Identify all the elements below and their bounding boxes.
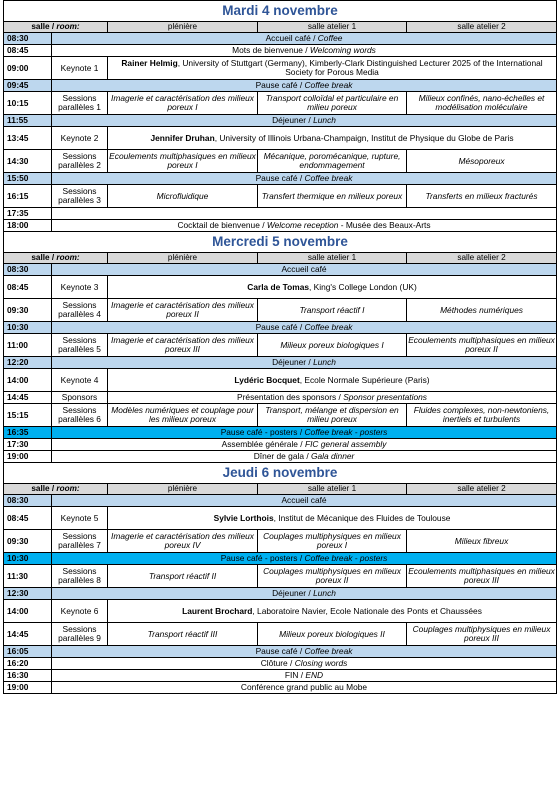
schedule-row bbox=[4, 682, 557, 694]
schedule-row bbox=[4, 80, 557, 92]
event-cell bbox=[52, 322, 557, 334]
session-topic: Couplages multiphysiques en milieux poreux I bbox=[258, 530, 407, 553]
speaker-name: Rainer Helmig bbox=[121, 58, 178, 69]
session-topic: Transport réactif II bbox=[108, 565, 258, 588]
schedule-row bbox=[4, 299, 557, 322]
session-topic: Transport colloïdal et particulaire en milieu poreux bbox=[258, 92, 407, 115]
event-title: Accueil café bbox=[281, 264, 327, 275]
session-topic: Milieux poreux biologiques I bbox=[258, 334, 407, 357]
event-title-en: Lunch bbox=[313, 588, 336, 599]
schedule-row bbox=[4, 670, 557, 682]
sessions-label: Sessions parallèles 7 bbox=[52, 530, 108, 553]
sponsors-cell bbox=[108, 392, 557, 404]
session-topic: Transferts en milieux fracturés bbox=[407, 185, 557, 208]
event-cell bbox=[52, 427, 557, 439]
session-topic: Couplages multiphysiques en milieux poreux III bbox=[407, 623, 557, 646]
time-cell: 08:45 bbox=[4, 507, 52, 530]
empty-slot bbox=[52, 208, 557, 220]
event-cell bbox=[52, 451, 557, 463]
schedule-row bbox=[4, 322, 557, 334]
session-topic: Ecoulements multiphasiques en milieux poreux I bbox=[108, 150, 258, 173]
room-header-row bbox=[4, 22, 557, 33]
schedule-row bbox=[4, 276, 557, 299]
keynote-speaker bbox=[108, 600, 557, 623]
sessions-label: Sessions parallèles 8 bbox=[52, 565, 108, 588]
sessions-label: Sessions parallèles 5 bbox=[52, 334, 108, 357]
slash: / bbox=[297, 427, 305, 438]
room-label-en: room: bbox=[56, 252, 80, 262]
event-title-en: Welcome reception bbox=[266, 220, 339, 231]
event-title: Déjeuner bbox=[272, 588, 307, 599]
column-pleniere: plénière bbox=[108, 253, 258, 264]
event-title-en: Coffee break bbox=[304, 322, 353, 333]
event-title: Accueil café bbox=[281, 495, 327, 506]
keynote-speaker bbox=[108, 369, 557, 392]
time-cell: 14:30 bbox=[4, 150, 52, 173]
room-label bbox=[4, 484, 108, 495]
schedule-row bbox=[4, 439, 557, 451]
time-cell: 16:15 bbox=[4, 185, 52, 208]
slash: / bbox=[306, 588, 314, 599]
time-cell: 16:35 bbox=[4, 427, 52, 439]
slash: / bbox=[297, 553, 305, 564]
day-title: Mardi 4 novembre bbox=[4, 1, 557, 22]
speaker-name: Lydéric Bocquet bbox=[234, 374, 300, 385]
session-topic: Milieux poreux biologiques II bbox=[258, 623, 407, 646]
schedule-row bbox=[4, 173, 557, 185]
speaker-name: Carla de Tomas bbox=[247, 281, 310, 292]
slash: / bbox=[304, 451, 311, 462]
schedule-row bbox=[4, 565, 557, 588]
time-cell: 15:15 bbox=[4, 404, 52, 427]
session-topic: Imagerie et caractérisation des milieux poreux I bbox=[108, 92, 258, 115]
event-title: Pause café bbox=[255, 646, 298, 657]
sessions-label: Sessions parallèles 4 bbox=[52, 299, 108, 322]
column-atelier-1: salle atelier 1 bbox=[258, 22, 407, 33]
session-topic: Imagerie et caractérisation des milieux poreux II bbox=[108, 299, 258, 322]
session-topic: Transport réactif III bbox=[108, 623, 258, 646]
session-topic: Méthodes numériques bbox=[407, 299, 557, 322]
schedule-row bbox=[4, 127, 557, 150]
time-cell: 14:45 bbox=[4, 623, 52, 646]
room-label-en: room: bbox=[56, 21, 80, 31]
event-title: FIN bbox=[284, 670, 299, 681]
time-cell: 17:35 bbox=[4, 208, 52, 220]
time-cell: 14:00 bbox=[4, 600, 52, 623]
event-title: Déjeuner bbox=[272, 357, 307, 368]
event-title-en: Coffee break bbox=[304, 173, 353, 184]
keynote-speaker bbox=[108, 57, 557, 80]
keynote-label: Keynote 5 bbox=[52, 507, 108, 530]
column-atelier-2: salle atelier 2 bbox=[407, 484, 557, 495]
event-title-en: Lunch bbox=[313, 357, 336, 368]
speaker-affiliation: , University of Stuttgart (Germany), Kimberly-Clark Distinguished Lecturer 2025 of the International Society for Porous Media bbox=[177, 58, 543, 77]
schedule-row bbox=[4, 220, 557, 232]
day-title-row bbox=[4, 1, 557, 22]
day-title: Jeudi 6 novembre bbox=[4, 463, 557, 484]
event-title-en: Lunch bbox=[313, 115, 336, 126]
event-title: Pause café - posters bbox=[220, 553, 298, 564]
column-atelier-2: salle atelier 2 bbox=[407, 253, 557, 264]
session-topic: Transport réactif I bbox=[258, 299, 407, 322]
session-topic: Imagerie et caractérisation des milieux poreux IV bbox=[108, 530, 258, 553]
sessions-label: Sessions parallèles 3 bbox=[52, 185, 108, 208]
slash: / bbox=[49, 21, 57, 31]
schedule-row bbox=[4, 588, 557, 600]
session-topic: Ecoulements multiphasiques en milieux poreux II bbox=[407, 334, 557, 357]
keynote-label: Keynote 1 bbox=[52, 57, 108, 80]
time-cell: 08:45 bbox=[4, 45, 52, 57]
column-atelier-1: salle atelier 1 bbox=[258, 484, 407, 495]
slash: / bbox=[297, 322, 305, 333]
schedule-row bbox=[4, 623, 557, 646]
room-label-en: room: bbox=[56, 483, 80, 493]
session-topic: Mécanique, poromécanique, rupture, endommagement bbox=[258, 150, 407, 173]
schedule-row bbox=[4, 495, 557, 507]
speaker-affiliation: , Laboratoire Navier, Ecole Nationale des Ponts et Chaussées bbox=[252, 605, 482, 616]
session-topic: Transport, mélange et dispersion en milieu poreux bbox=[258, 404, 407, 427]
time-cell: 19:00 bbox=[4, 682, 52, 694]
keynote-speaker bbox=[108, 276, 557, 299]
event-title-en: Sponsor presentations bbox=[343, 392, 427, 403]
time-cell: 09:30 bbox=[4, 299, 52, 322]
session-topic: Transfert thermique en milieux poreux bbox=[258, 185, 407, 208]
event-title-en: END bbox=[305, 670, 324, 681]
room-header-row bbox=[4, 253, 557, 264]
slash: / bbox=[297, 646, 305, 657]
event-title: Clôture bbox=[260, 658, 288, 669]
keynote-label: Keynote 4 bbox=[52, 369, 108, 392]
keynote-speaker bbox=[108, 507, 557, 530]
schedule-row bbox=[4, 185, 557, 208]
column-atelier-1: salle atelier 1 bbox=[258, 253, 407, 264]
sessions-label: Sessions parallèles 6 bbox=[52, 404, 108, 427]
event-cell bbox=[52, 439, 557, 451]
event-title-en: Coffee break bbox=[304, 80, 353, 91]
event-title-en: FIC general assembly bbox=[304, 439, 387, 450]
time-cell: 14:45 bbox=[4, 392, 52, 404]
schedule-row bbox=[4, 208, 557, 220]
time-cell: 16:20 bbox=[4, 658, 52, 670]
event-cell bbox=[52, 115, 557, 127]
time-cell: 10:30 bbox=[4, 322, 52, 334]
time-cell: 18:00 bbox=[4, 220, 52, 232]
schedule-row bbox=[4, 57, 557, 80]
event-cell bbox=[52, 658, 557, 670]
session-topic: Milieux fibreux bbox=[407, 530, 557, 553]
time-cell: 13:45 bbox=[4, 127, 52, 150]
schedule-row bbox=[4, 45, 557, 57]
time-cell: 11:55 bbox=[4, 115, 52, 127]
event-cell bbox=[52, 220, 557, 232]
slash: / bbox=[297, 439, 305, 450]
time-cell: 16:30 bbox=[4, 670, 52, 682]
sponsors-label: Sponsors bbox=[52, 392, 108, 404]
event-cell bbox=[52, 670, 557, 682]
session-topic: Fluides complexes, non-newtoniens, inertiels et turbulents bbox=[407, 404, 557, 427]
event-cell bbox=[52, 553, 557, 565]
room-label bbox=[4, 22, 108, 33]
schedule-row bbox=[4, 600, 557, 623]
session-topic: Milieux confinés, nano-échelles et modélisation moléculaire bbox=[407, 92, 557, 115]
time-cell: 14:00 bbox=[4, 369, 52, 392]
slash: / bbox=[306, 357, 314, 368]
schedule-row bbox=[4, 404, 557, 427]
time-cell: 08:45 bbox=[4, 276, 52, 299]
event-title: Dîner de gala bbox=[253, 451, 305, 462]
slash: / bbox=[297, 173, 305, 184]
time-cell: 16:05 bbox=[4, 646, 52, 658]
time-cell: 11:30 bbox=[4, 565, 52, 588]
time-cell: 11:00 bbox=[4, 334, 52, 357]
event-title: Assemblée générale bbox=[221, 439, 298, 450]
schedule-row bbox=[4, 357, 557, 369]
event-cell bbox=[52, 45, 557, 57]
time-cell: 08:30 bbox=[4, 495, 52, 507]
slash: / bbox=[306, 115, 314, 126]
event-title: Conférence grand public au Mobe bbox=[240, 682, 368, 693]
slash: / bbox=[49, 483, 57, 493]
event-cell bbox=[52, 357, 557, 369]
schedule-row bbox=[4, 507, 557, 530]
event-title-en: Coffee break bbox=[304, 646, 353, 657]
column-atelier-2: salle atelier 2 bbox=[407, 22, 557, 33]
day-title: Mercredi 5 novembre bbox=[4, 232, 557, 253]
event-title-en: Coffee break - posters bbox=[304, 427, 388, 438]
event-cell bbox=[52, 33, 557, 45]
salle-label: salle bbox=[31, 252, 50, 262]
event-title: Pause café bbox=[255, 322, 298, 333]
event-title: Accueil café bbox=[265, 33, 311, 44]
slash: / bbox=[336, 392, 344, 403]
time-cell: 15:50 bbox=[4, 173, 52, 185]
event-title-en: Closing words bbox=[294, 658, 348, 669]
schedule-row bbox=[4, 451, 557, 463]
room-header-row bbox=[4, 484, 557, 495]
schedule-row bbox=[4, 150, 557, 173]
day-title-row bbox=[4, 463, 557, 484]
schedule-row bbox=[4, 392, 557, 404]
event-title-en: Coffee bbox=[317, 33, 343, 44]
sessions-label: Sessions parallèles 2 bbox=[52, 150, 108, 173]
speaker-affiliation: , Institut de Mécanique des Fluides de Toulouse bbox=[273, 512, 451, 523]
salle-label: salle bbox=[31, 21, 50, 31]
event-title-en: Welcoming words bbox=[309, 45, 376, 56]
event-cell bbox=[52, 646, 557, 658]
speaker-affiliation: , University of Illinois Urbana-Champaign, Institut de Physique du Globe de Paris bbox=[214, 132, 514, 143]
sessions-label: Sessions parallèles 9 bbox=[52, 623, 108, 646]
column-pleniere: plénière bbox=[108, 484, 258, 495]
slash: / bbox=[310, 33, 318, 44]
keynote-label: Keynote 3 bbox=[52, 276, 108, 299]
event-title: Déjeuner bbox=[272, 115, 307, 126]
event-title: Présentation des sponsors bbox=[237, 392, 337, 403]
schedule-row bbox=[4, 530, 557, 553]
event-cell bbox=[52, 80, 557, 92]
schedule-row bbox=[4, 33, 557, 45]
day-title-row bbox=[4, 232, 557, 253]
event-title-en: Gala dinner bbox=[311, 451, 355, 462]
schedule-row bbox=[4, 427, 557, 439]
time-cell: 08:30 bbox=[4, 264, 52, 276]
room-label bbox=[4, 253, 108, 264]
time-cell: 17:30 bbox=[4, 439, 52, 451]
time-cell: 10:30 bbox=[4, 553, 52, 565]
session-topic: Mésoporeux bbox=[407, 150, 557, 173]
keynote-speaker bbox=[108, 127, 557, 150]
time-cell: 12:30 bbox=[4, 588, 52, 600]
event-title: Pause café bbox=[255, 173, 298, 184]
speaker-name: Laurent Brochard bbox=[182, 605, 253, 616]
slash: / bbox=[297, 80, 305, 91]
time-cell: 08:30 bbox=[4, 33, 52, 45]
slash: / bbox=[287, 658, 295, 669]
schedule-row bbox=[4, 92, 557, 115]
column-pleniere: plénière bbox=[108, 22, 258, 33]
schedule-row bbox=[4, 553, 557, 565]
schedule-row bbox=[4, 658, 557, 670]
slash: / bbox=[298, 670, 306, 681]
speaker-name: Jennifer Druhan bbox=[150, 132, 215, 143]
event-title: Pause café - posters bbox=[220, 427, 298, 438]
session-topic: Imagerie et caractérisation des milieux poreux III bbox=[108, 334, 258, 357]
slash: / bbox=[259, 220, 267, 231]
session-topic: Ecoulements multiphasiques en milieux poreux III bbox=[407, 565, 557, 588]
slash: / bbox=[302, 45, 310, 56]
session-topic: Modèles numériques et couplage pour les milieux poreux bbox=[108, 404, 258, 427]
event-title: Cocktail de bienvenue bbox=[177, 220, 260, 231]
event-title: Mots de bienvenue bbox=[232, 45, 303, 56]
keynote-label: Keynote 2 bbox=[52, 127, 108, 150]
schedule-row bbox=[4, 334, 557, 357]
event-cell bbox=[52, 264, 557, 276]
slash: / bbox=[49, 252, 57, 262]
schedule-row bbox=[4, 646, 557, 658]
time-cell: 09:00 bbox=[4, 57, 52, 80]
event-cell bbox=[52, 588, 557, 600]
speaker-affiliation: , King's College London (UK) bbox=[309, 281, 417, 292]
time-cell: 12:20 bbox=[4, 357, 52, 369]
schedule-row bbox=[4, 115, 557, 127]
schedule-row bbox=[4, 264, 557, 276]
event-cell bbox=[52, 682, 557, 694]
speaker-affiliation: , Ecole Normale Supérieure (Paris) bbox=[299, 374, 430, 385]
time-cell: 19:00 bbox=[4, 451, 52, 463]
salle-label: salle bbox=[31, 483, 50, 493]
schedule-row bbox=[4, 369, 557, 392]
event-cell bbox=[52, 173, 557, 185]
time-cell: 09:30 bbox=[4, 530, 52, 553]
time-cell: 10:15 bbox=[4, 92, 52, 115]
keynote-label: Keynote 6 bbox=[52, 600, 108, 623]
event-cell bbox=[52, 495, 557, 507]
event-title-en: Coffee break - posters bbox=[304, 553, 388, 564]
session-topic: Couplages multiphysiques en milieux poreux II bbox=[258, 565, 407, 588]
sessions-label: Sessions parallèles 1 bbox=[52, 92, 108, 115]
time-cell: 09:45 bbox=[4, 80, 52, 92]
event-title: Pause café bbox=[255, 80, 298, 91]
conference-schedule-table bbox=[3, 0, 557, 694]
event-location: - Musée des Beaux-Arts bbox=[338, 220, 431, 231]
speaker-name: Sylvie Lorthois bbox=[213, 512, 274, 523]
session-topic: Microfluidique bbox=[108, 185, 258, 208]
